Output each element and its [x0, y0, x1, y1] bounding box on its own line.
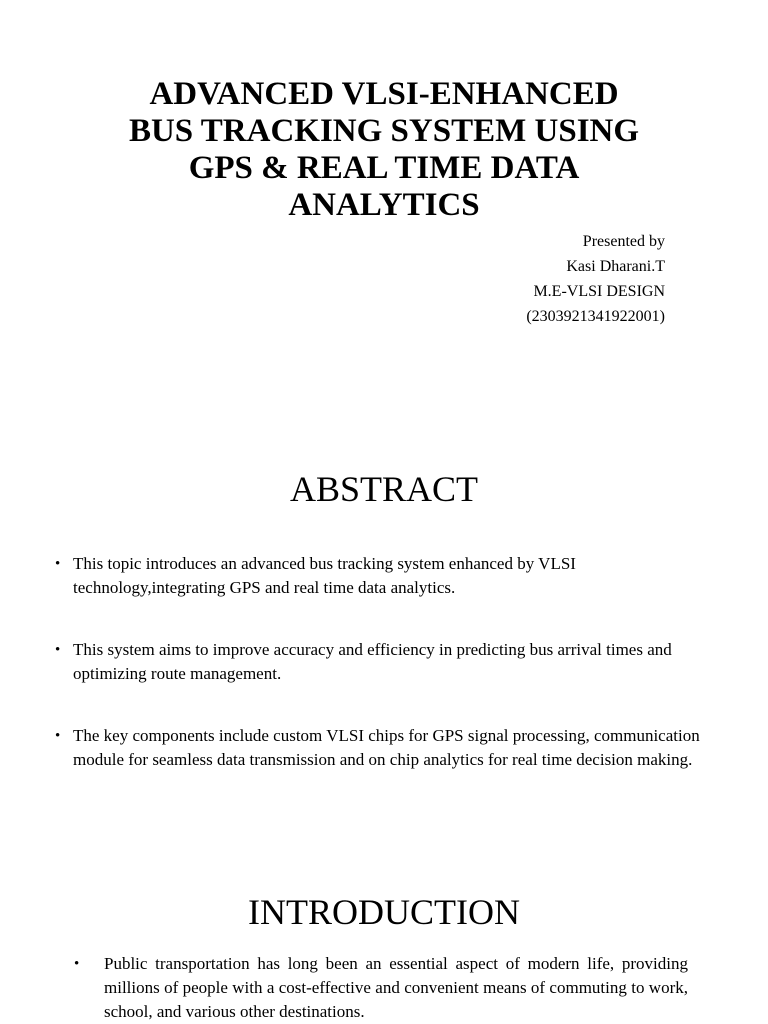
abstract-heading: ABSTRACT	[289, 469, 479, 509]
bullet-text: Public transportation has long been an essential aspect of modern life, providing millions of people with a cost-effective and convenient means of commuting to work, school, and various other destinations.	[104, 954, 688, 1021]
abstract-slide	[0, 432, 768, 864]
title-line: BUS TRACKING SYSTEM USING	[128, 113, 640, 149]
list-item	[74, 952, 688, 1024]
list-item	[55, 552, 705, 600]
introduction-heading: INTRODUCTION	[248, 892, 520, 932]
bullet-icon: •	[55, 642, 61, 658]
list-item	[55, 724, 705, 772]
presenter-id: (2303921341922001)	[526, 308, 665, 325]
bullet-icon: •	[55, 556, 61, 572]
bullet-text: The key components include custom VLSI chips for GPS signal processing, communication module for seamless data transmission and on chip analytics for real time decision making.	[73, 726, 700, 769]
bullet-icon: •	[74, 956, 80, 972]
presenter-name: Kasi Dharani.T	[566, 258, 665, 275]
abstract-bullet-list	[55, 552, 705, 810]
title-line: ADVANCED VLSI-ENHANCED	[149, 76, 619, 112]
title-slide	[0, 0, 768, 432]
presenter-program: M.E-VLSI DESIGN	[533, 283, 665, 300]
presenter-label: Presented by	[582, 233, 665, 250]
introduction-bullet-list	[74, 952, 688, 1024]
title-line: GPS & REAL TIME DATA	[188, 150, 580, 186]
presentation-title	[84, 76, 684, 224]
bullet-text: This system aims to improve accuracy and efficiency in predicting bus arrival times and optimizing route management.	[73, 640, 672, 683]
list-item	[55, 638, 705, 686]
bullet-icon: •	[55, 728, 61, 744]
introduction-slide	[0, 864, 768, 1024]
title-line: ANALYTICS	[288, 187, 480, 223]
presenter-info	[526, 229, 665, 329]
bullet-text: This topic introduces an advanced bus tracking system enhanced by VLSI technology,integrating GPS and real time data analytics.	[73, 554, 576, 597]
